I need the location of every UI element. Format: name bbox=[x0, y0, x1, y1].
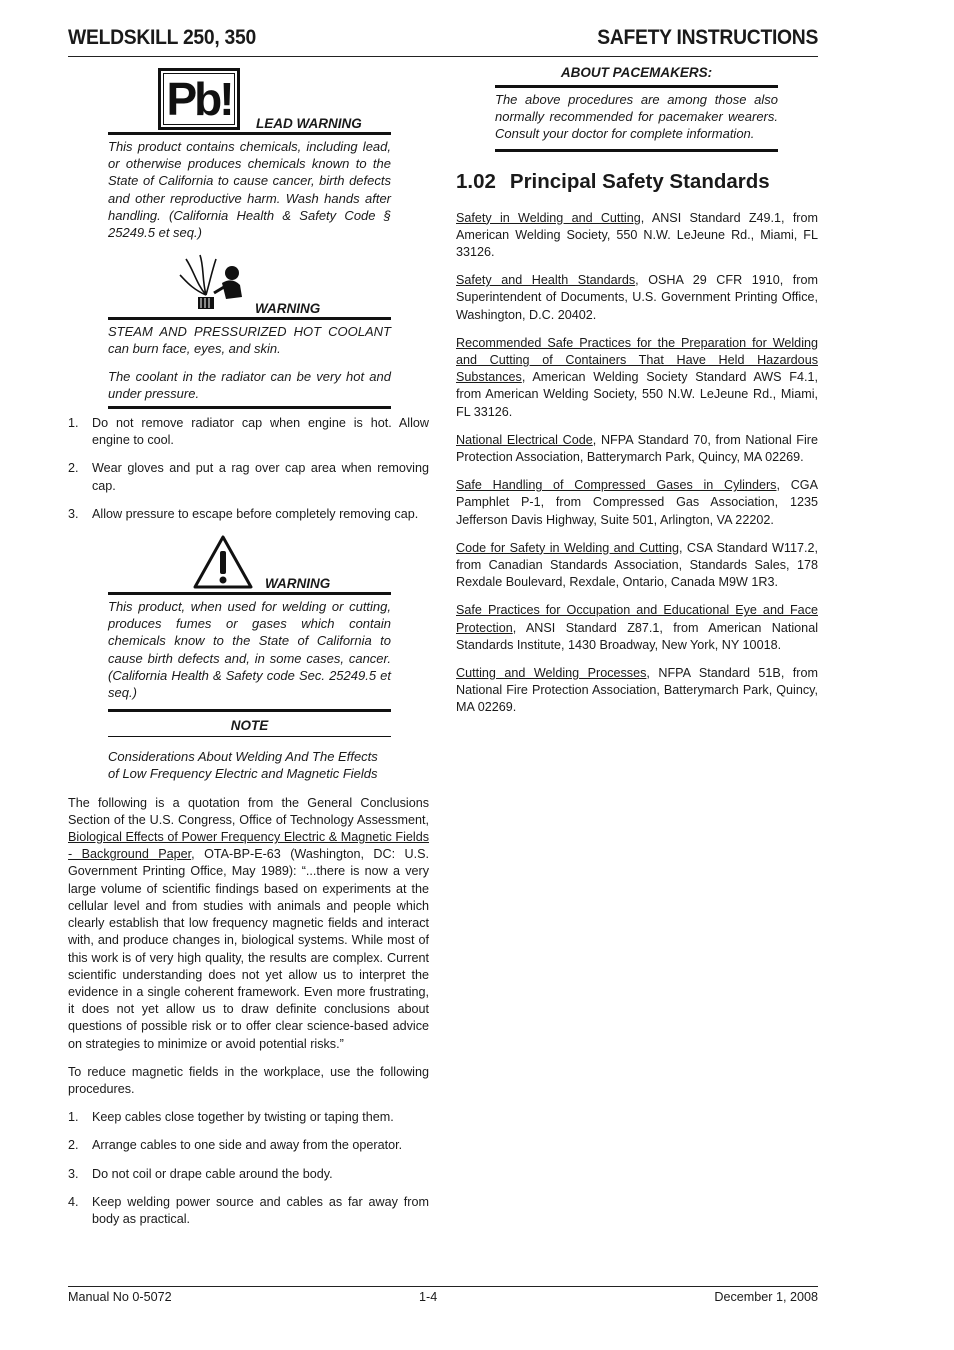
list-item bbox=[68, 1137, 429, 1154]
standard-title: Safety and Health Standards bbox=[456, 273, 636, 288]
list-item-number: 4. bbox=[68, 1194, 79, 1209]
standard-entry bbox=[456, 210, 818, 262]
lead-warning-text: This product contains chemicals, including lead, or otherwise produces chemicals known to the State of California to cause cancer, birth defects and other reproductive harm. Wash hands after handling. (California Health & Safety Code § 25249.5 et seq.) bbox=[108, 139, 391, 241]
lead-pb-icon: Pb! bbox=[158, 68, 240, 130]
standard-details: , NFPA Standard 51B, from National Fire Protection Association, Batterymarch Park, Quincy, MA 02269. bbox=[456, 666, 818, 715]
divider bbox=[495, 85, 778, 88]
standard-entry bbox=[456, 432, 818, 466]
list-item-text: Keep cables close together by twisting or taping them. bbox=[92, 1110, 394, 1125]
standard-title: Safety in Welding and Cutting bbox=[456, 210, 641, 225]
list-item-text: Keep welding power source and cables as far away from body as practical. bbox=[92, 1194, 429, 1226]
quote-body: , OTA-BP-E-63 (Washington, DC: U.S. Government Printing Office, May 1989): “...there is now a very large volume of scientific findings based on experiments at the cellular level and from studies with animals and people which clearly establish that low frequency magnetic fields and interact with, and produce changes in, biological systems. While most of this work is of very high quality, the results are complex. Current scientific understanding does not yet allow us to interpret the evidence in a single coherent framework. Even more frustrating, it does not yet allow us to draw definite conclusions about questions of possible risk or to offer clear science-based advice on strategies to minimize or avoid potential risks.” bbox=[68, 847, 429, 1051]
steam-warning bbox=[108, 251, 391, 409]
divider bbox=[108, 592, 391, 595]
manual-title: WELDSKILL 250, 350 bbox=[68, 26, 256, 49]
radiator-steps bbox=[68, 415, 429, 523]
list-item bbox=[68, 460, 429, 494]
quote-intro: The following is a quotation from the General Conclusions Section of the U.S. Congress, Office of Technology Assessment, bbox=[68, 795, 429, 827]
fumes-warning-label: WARNING bbox=[265, 576, 331, 592]
steam-warning-label: WARNING bbox=[255, 301, 321, 317]
list-item-text: Arrange cables to one side and away from the operator. bbox=[92, 1138, 403, 1153]
note-block bbox=[108, 716, 391, 782]
standard-entry bbox=[456, 602, 818, 654]
section-heading-title: Principal Safety Standards bbox=[509, 169, 770, 193]
coolant-warning-text: The coolant in the radiator can be very hot and under pressure. bbox=[108, 368, 391, 401]
quotation-paragraph bbox=[68, 795, 429, 1053]
divider bbox=[108, 132, 391, 135]
list-item-text: Wear gloves and put a rag over cap area when removing cap. bbox=[92, 461, 429, 493]
list-item bbox=[68, 1109, 429, 1126]
quote-reference-title: Biological Effects of Power Frequency Electric & Magnetic Fields - Background Paper bbox=[68, 830, 429, 862]
divider bbox=[108, 736, 391, 737]
list-item-text: Do not remove radiator cap when engine is hot. Allow engine to cool. bbox=[92, 416, 429, 448]
standard-details: , CSA Standard W117.2, from Canadian Standards Association, Standards Sales, 178 Rexdale Boulevard, Rexdale, Ontario, Canada M9W 1R3. bbox=[456, 540, 818, 590]
standard-title: Safe Practices for Occupation and Educational Eye and Face Protection bbox=[456, 603, 818, 635]
standard-details: , NFPA Standard 70, from National Fire Protection Association, Batterymarch Park, Quincy, MA 02269. bbox=[456, 432, 818, 465]
divider bbox=[495, 149, 778, 152]
standard-entry bbox=[456, 477, 818, 529]
section-title: SAFETY INSTRUCTIONS bbox=[597, 26, 818, 49]
divider bbox=[108, 317, 391, 320]
list-item-number: 3. bbox=[68, 1166, 79, 1181]
right-column bbox=[456, 62, 818, 728]
fumes-warning-text: This product, when used for welding or cutting, produces fumes or gases which contain chemicals know to the State of California to cause birth defects and, in some cases, cancer. (California Health & Safety code Sec. 25249.5 et seq.) bbox=[108, 599, 391, 701]
list-item-number: 1. bbox=[68, 416, 79, 431]
standard-title: National Electrical Code bbox=[456, 432, 593, 447]
page-footer bbox=[68, 1286, 818, 1307]
list-item bbox=[68, 1194, 429, 1228]
list-item-text: Allow pressure to escape before completely removing cap. bbox=[92, 506, 419, 521]
divider bbox=[108, 709, 391, 712]
standard-details: , ANSI Standard Z87.1, from American National Standards Institute, 1430 Broadway, New York, NY 10018. bbox=[456, 620, 818, 652]
list-item-text: Do not coil or drape cable around the body. bbox=[92, 1166, 333, 1181]
pacemakers-block bbox=[495, 62, 778, 152]
list-item-number: 2. bbox=[68, 1138, 79, 1153]
footer-date: December 1, 2008 bbox=[714, 1290, 818, 1304]
standard-details: , CGA Pamphlet P-1, from Compressed Gas Association, 1235 Jefferson Davis Highway, Suite 501, Arlington, VA 22202. bbox=[456, 478, 818, 527]
standard-details: , OSHA 29 CFR 1910, from Superintendent of Documents, U.S. Government Printing Office, Washington, D.C. 20402. bbox=[456, 273, 818, 322]
section-heading bbox=[456, 170, 818, 194]
list-item-number: 1. bbox=[68, 1110, 79, 1125]
fumes-warning bbox=[108, 534, 391, 712]
divider bbox=[108, 406, 391, 409]
warning-triangle-icon bbox=[192, 534, 254, 590]
standard-title: Code for Safety in Welding and Cutting bbox=[456, 540, 679, 555]
standard-entry bbox=[456, 272, 818, 324]
section-number: 1.02 bbox=[456, 169, 496, 193]
standard-entry bbox=[456, 665, 818, 717]
standard-title: Safe Handling of Compressed Gases in Cylinders bbox=[456, 478, 777, 493]
list-item-number: 2. bbox=[68, 461, 79, 476]
hot-coolant-icon bbox=[176, 253, 246, 315]
standard-entry bbox=[456, 335, 818, 421]
standard-title: Cutting and Welding Processes bbox=[456, 666, 647, 681]
reduce-steps bbox=[68, 1109, 429, 1228]
pacemakers-text: The above procedures are among those also normally recommended for pacemaker wearers. Consult your doctor for complete information. bbox=[495, 92, 778, 142]
page-number: 1-4 bbox=[419, 1290, 438, 1304]
standard-details: , American Welding Society Standard AWS F4.1, from American Welding Society, 550 N.W. LeJeune Rd., Miami, FL 33126. bbox=[456, 370, 818, 419]
note-label: NOTE bbox=[230, 718, 269, 734]
reduce-intro: To reduce magnetic fields in the workplace, use the following procedures. bbox=[68, 1064, 429, 1096]
page-header bbox=[68, 26, 818, 57]
left-column bbox=[68, 66, 429, 1239]
note-text: Considerations About Welding And The Effects of Low Frequency Electric and Magnetic Fields bbox=[108, 749, 378, 782]
list-item bbox=[68, 415, 429, 449]
list-item bbox=[68, 1166, 429, 1183]
lead-warning bbox=[108, 66, 391, 241]
steam-warning-text: STEAM AND PRESSURIZED HOT COOLANT can burn face, eyes, and skin. bbox=[108, 324, 391, 357]
pacemakers-label: ABOUT PACEMAKERS: bbox=[560, 65, 713, 80]
list-item-number: 3. bbox=[68, 506, 79, 521]
lead-warning-label: LEAD WARNING bbox=[256, 116, 362, 131]
standard-details: , ANSI Standard Z49.1, from American Welding Society, 550 N.W. LeJeune Rd., Miami, FL 33126. bbox=[456, 210, 819, 260]
manual-number: Manual No 0-5072 bbox=[68, 1290, 172, 1304]
standard-title: Recommended Safe Practices for the Preparation for Welding and Cutting of Containers That Have Held Hazardous Substances bbox=[456, 335, 818, 385]
standards-list bbox=[456, 210, 818, 717]
list-item bbox=[68, 506, 429, 523]
standard-entry bbox=[456, 540, 818, 592]
